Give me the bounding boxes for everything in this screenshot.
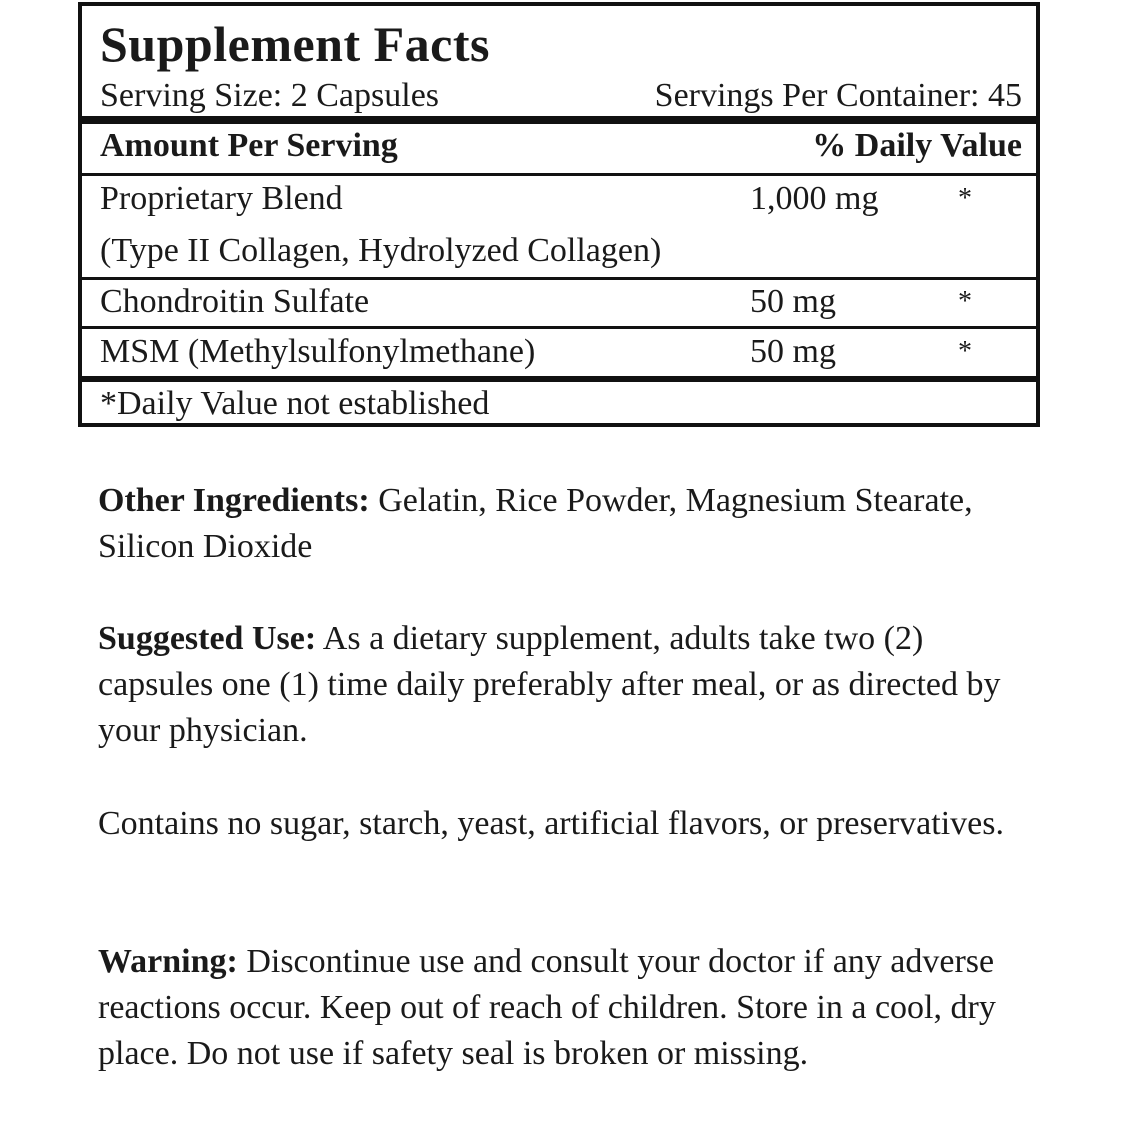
serving-size: Serving Size: 2 Capsules [100,77,440,114]
amount-per-serving-header: Amount Per Serving [100,127,398,164]
servings-per-container: Servings Per Container: 45 [654,77,1022,114]
ingredient-amount: 1,000 mg [750,180,879,217]
divider [82,173,1036,176]
warning-label: Warning: [98,943,238,980]
other-ingredients-text: Gelatin, Rice Powder, Magnesium Stearate, Silicon Dioxide [98,482,973,565]
ingredient-name: Proprietary Blend [100,180,343,217]
daily-value-header: % Daily Value [812,127,1022,164]
contains-text: Contains no sugar, starch, yeast, artificial flavors, or preservatives. [98,805,1004,842]
thick-divider [82,376,1036,382]
divider [82,277,1036,280]
ingredient-name: Chondroitin Sulfate [100,283,370,320]
ingredient-amount: 50 mg [750,333,836,370]
ingredient-dv: * [958,286,972,317]
facts-footnote: *Daily Value not established [100,385,490,422]
warning-text: Discontinue use and consult your doctor if any adverse reactions occur. Keep out of reach of children. Store in a cool, dry place. Do not use if safety seal is broken or missing. [98,943,996,1072]
ingredient-dv: * [958,183,972,214]
warning [98,939,1038,1077]
ingredient-name: MSM (Methylsulfonylmethane) [100,333,536,370]
ingredient-amount: 50 mg [750,283,836,320]
other-ingredients [98,478,1038,570]
suggested-use [98,616,1038,754]
contains-statement [98,801,1038,847]
ingredient-dv: * [958,336,972,367]
suggested-use-text: As a dietary supplement, adults take two (2) capsules one (1) time daily preferably after meal, or as directed by your physician. [98,620,1001,749]
divider [82,326,1036,329]
other-ingredients-label: Other Ingredients: [98,482,370,519]
thick-divider [82,116,1036,124]
suggested-use-label: Suggested Use: [98,620,317,657]
facts-title: Supplement Facts [100,16,490,72]
supplement-facts-panel [78,2,1040,427]
ingredient-name: (Type II Collagen, Hydrolyzed Collagen) [100,232,662,269]
